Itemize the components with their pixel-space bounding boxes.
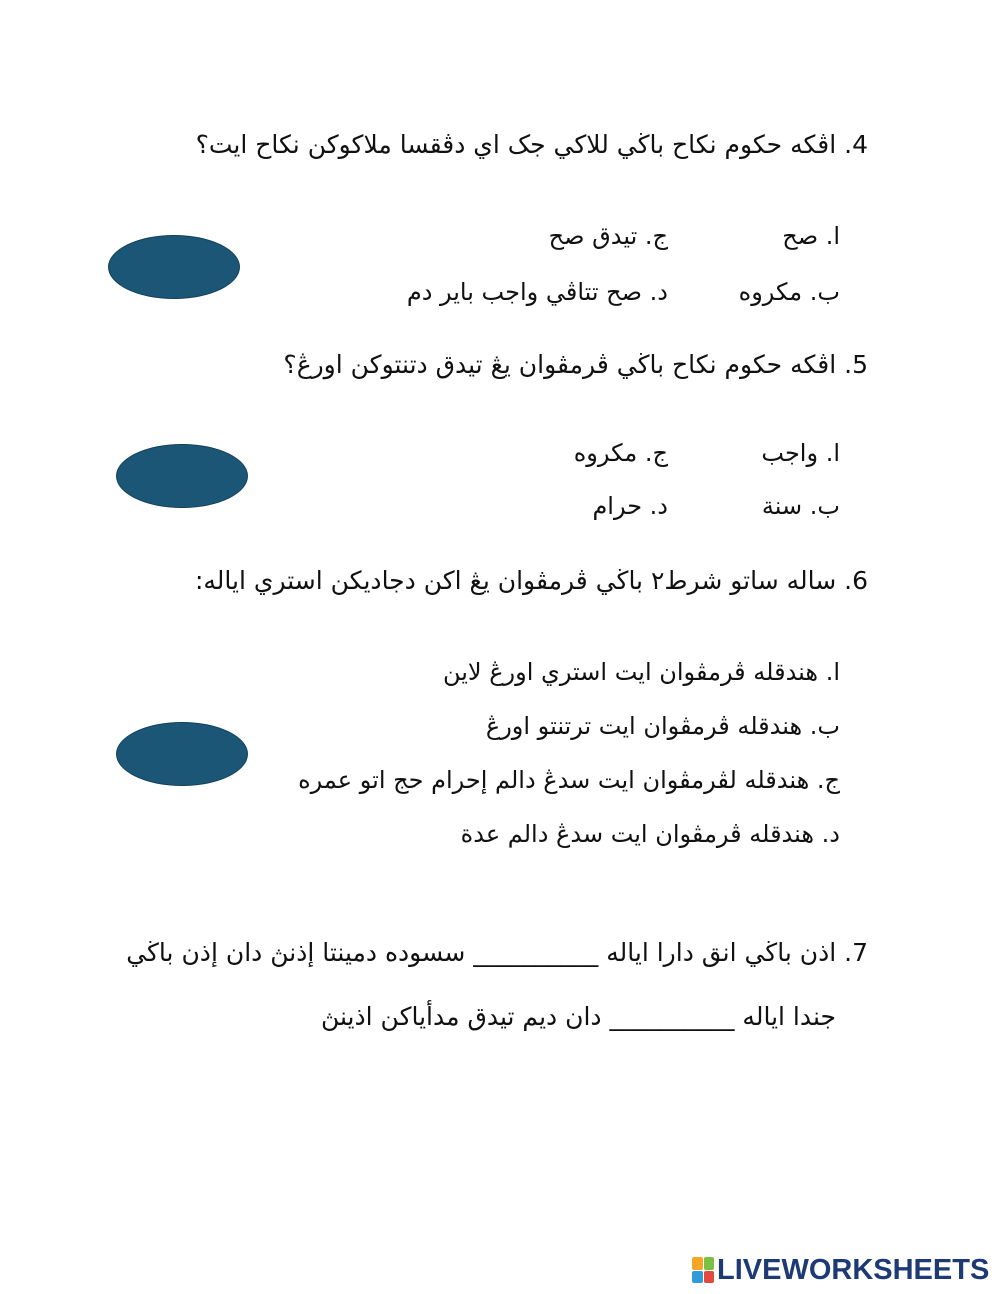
question-number: 7.	[844, 938, 868, 967]
option-a: ا. صح	[782, 222, 840, 250]
question-number: 4.	[844, 130, 868, 159]
option-c: ج. تيدق صح	[548, 222, 668, 250]
liveworksheets-logo	[692, 1254, 989, 1286]
option-d: د. هندقله ڤرمڤوان ايت سدڠ دالم عدة	[460, 820, 840, 848]
question-text: ساله ساتو شرط٢ باڬي ڤرمڤوان يڠ اكن دجاديكن استري اياله:	[194, 566, 837, 595]
logo-text: LIVEWORKSHEETS	[717, 1253, 990, 1286]
question-6	[195, 564, 868, 598]
option-a: ا. واجب	[761, 439, 840, 467]
option-b: ب. هندقله ڤرمڤوان ايت ترتنتو اورڠ	[485, 712, 840, 740]
question-7-line-2: جندا اياله __________ دان ديم تيدق مدأياكن اذينڽ	[320, 1002, 836, 1031]
answer-dropzone-5[interactable]	[116, 444, 248, 508]
option-b: ب. سنة	[761, 492, 840, 520]
question-5	[283, 348, 868, 382]
question-4	[196, 128, 868, 162]
logo-icon	[692, 1257, 714, 1283]
question-text: اڤكه حكوم نكاح باڬي ڤرمڤوان يڠ تيدق دتنتوكن اورڠ؟	[283, 350, 837, 379]
question-text: اڤكه حكوم نكاح باڬي للاكي جک اي دڤقسا ملاكوكن نكاح ايت؟	[195, 130, 837, 159]
question-number: 5.	[844, 350, 868, 379]
question-7-line-1	[126, 936, 868, 970]
option-d: د. حرام	[592, 492, 668, 520]
answer-dropzone-6[interactable]	[116, 722, 248, 786]
option-a: ا. هندقله ڤرمڤوان ايت استري اورڠ لاين	[442, 658, 840, 686]
question-text: اذن باڬي انق دارا اياله __________ سسوده دمينتا إذنڽ دان إذن باڬي	[126, 938, 837, 967]
option-b: ب. مكروه	[738, 278, 840, 306]
option-c: ج. مكروه	[573, 439, 668, 467]
option-d: د. صح تتاڤي واجب باير دم	[406, 278, 668, 306]
option-c: ج. هندقله لڤرمڤوان ايت سدڠ دالم إحرام حج اتو عمره	[298, 766, 840, 794]
question-number: 6.	[844, 566, 868, 595]
answer-dropzone-4[interactable]	[108, 235, 240, 299]
